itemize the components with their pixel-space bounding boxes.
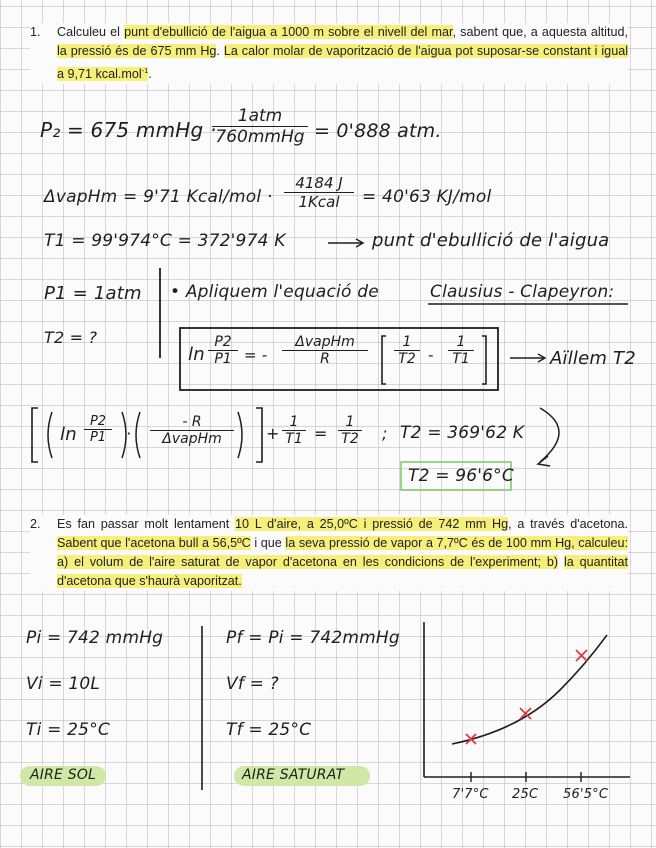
vf-line: Vf = ? — [226, 674, 279, 694]
problem-number: 2. — [30, 517, 41, 531]
vi-line: Vi = 10L — [26, 674, 101, 694]
highlighted-text: la pressió és de 675 mm Hg — [57, 44, 217, 58]
fraction-denominator: T1 — [282, 430, 306, 447]
fraction-denominator: T2 — [338, 430, 362, 447]
problem-2-statement — [30, 515, 628, 591]
eq-t1-fraction — [448, 334, 474, 367]
problem-number: 1. — [30, 25, 41, 39]
dh-result: = 40'63 KJ/mol — [362, 187, 492, 207]
fraction-numerator: P2 — [89, 414, 107, 429]
paren — [238, 412, 242, 458]
fraction-numerator: 1 — [289, 414, 299, 430]
eq-equals: = - — [244, 346, 268, 364]
fraction-numerator: 1 — [345, 414, 355, 430]
fraction-denominator: 1Kcal — [284, 192, 354, 211]
eq-t2-fraction — [394, 334, 420, 367]
graph-tick-label: 7'7°C — [452, 787, 489, 802]
iso-equals: = — [314, 424, 328, 443]
t2-answer: T2 = 96'6°C — [408, 466, 514, 486]
iso-semicolon: ; — [382, 424, 388, 443]
eq-minus: - — [428, 346, 434, 364]
fraction-numerator: - R — [182, 414, 202, 430]
iso-r-fraction — [150, 414, 234, 447]
eq-enthalpy-fraction — [282, 334, 368, 367]
text-segment: , sabent que, a aquesta altitud, — [452, 25, 628, 39]
paren — [136, 412, 140, 458]
iso-t2-fraction — [338, 414, 362, 447]
dh-lhs: ΔvapHm = 9'71 Kcal/mol · — [44, 187, 273, 207]
isolate-note: Aïllem T2 — [550, 348, 636, 369]
left-bracket — [382, 336, 386, 384]
problem-text — [57, 515, 628, 591]
fraction-numerator: 1 — [402, 334, 412, 350]
fraction-numerator: P2 — [214, 334, 232, 350]
t1-line: T1 = 99'974°C = 372'974 K — [44, 231, 286, 251]
answer-curve-arrow — [540, 408, 559, 462]
graph-tick-label: 56'5°C — [563, 787, 609, 802]
p2-fraction — [212, 106, 308, 147]
pf-line: Pf = Pi = 742mmHg — [226, 628, 400, 648]
aire-saturat-label: AIRE SATURAT — [242, 767, 345, 783]
text-segment: i que — [250, 536, 286, 550]
p2-result: = 0'888 atm. — [314, 120, 442, 142]
fraction-numerator: 1atm — [237, 106, 283, 126]
text-segment: Es fan passar molt lentament — [57, 517, 236, 531]
p1-line: P1 = 1atm — [44, 283, 142, 304]
apply-text: • Apliquem l'equació de — [170, 282, 379, 302]
dh-fraction — [284, 174, 354, 211]
iso-pressure-fraction — [84, 414, 112, 445]
graph-tick-label: 25C — [512, 787, 539, 802]
highlighted-text: Sabent que l'acetona bull a 56,5ºC — [57, 536, 251, 550]
tf-line: Tf = 25°C — [226, 720, 312, 740]
fraction-denominator: 760mmHg — [212, 126, 308, 147]
text-segment: , a través d'acetona. — [508, 517, 628, 531]
iso-ln: ln — [60, 424, 77, 445]
fraction-numerator: 1 — [456, 334, 466, 350]
t2-unknown: T2 = ? — [44, 328, 98, 347]
fraction-denominator: P1 — [208, 350, 238, 367]
iso-plus: + — [266, 424, 280, 443]
text-segment: . — [148, 67, 152, 82]
vapor-pressure-curve — [452, 635, 607, 744]
fraction-denominator: T1 — [448, 350, 474, 367]
aire-sol-label: AIRE SOL — [30, 767, 97, 783]
clausius-clapeyron: Clausius - Clapeyron: — [430, 282, 615, 302]
text-segment: . — [216, 44, 224, 58]
iso-t1-fraction — [282, 414, 306, 447]
p2-lhs: P₂ = 675 mmHg · — [40, 118, 217, 142]
pi-line: Pi = 742 mmHg — [26, 628, 164, 648]
highlighted-text: punt d'ebullició de l'aigua a 1000 m sobre el nivell del mar — [124, 25, 453, 39]
t1-note: punt d'ebullició de l'aigua — [372, 230, 610, 251]
fraction-denominator: ΔvapHm — [150, 430, 234, 447]
highlighted-text: La calor molar de vaporització de l'aigua pot suposar-se constant i igual a 9,71 kcal.mol$^{-1}$ — [57, 44, 628, 82]
highlighted-text: 10 L d'aire, a 25,0ºC i pressió de 742 mm Hg — [235, 517, 509, 531]
highlighted-text: la seva pressió de vapor a 7,7ºC és de 100 mm Hg, calculeu: a) el volum de l'aire saturat de vapor d'acetona en les condicions de l'experiment; b) — [57, 536, 628, 569]
mark-56-5C — [576, 650, 587, 661]
fraction-numerator: 4184 J — [295, 174, 343, 192]
text-segment: Calculeu el — [57, 25, 125, 39]
right-bracket — [482, 336, 486, 384]
iso-dot: · — [126, 424, 132, 443]
eq-ln: ln — [188, 344, 205, 365]
fraction-denominator: T2 — [394, 350, 420, 367]
highlighted-text: la quantitat d'acetona que s'haurà vaporitzat. — [57, 555, 628, 588]
eq-pressure-fraction — [208, 334, 238, 367]
iso-bracket-left — [32, 408, 38, 462]
iso-bracket-right — [256, 408, 262, 462]
fraction-denominator: P1 — [84, 429, 112, 445]
fraction-numerator: ΔvapHm — [295, 334, 355, 350]
paren — [48, 412, 52, 458]
ti-line: Ti = 25°C — [26, 720, 110, 740]
fraction-denominator: R — [282, 350, 368, 367]
t2-kelvin: T2 = 369'62 K — [400, 423, 525, 443]
